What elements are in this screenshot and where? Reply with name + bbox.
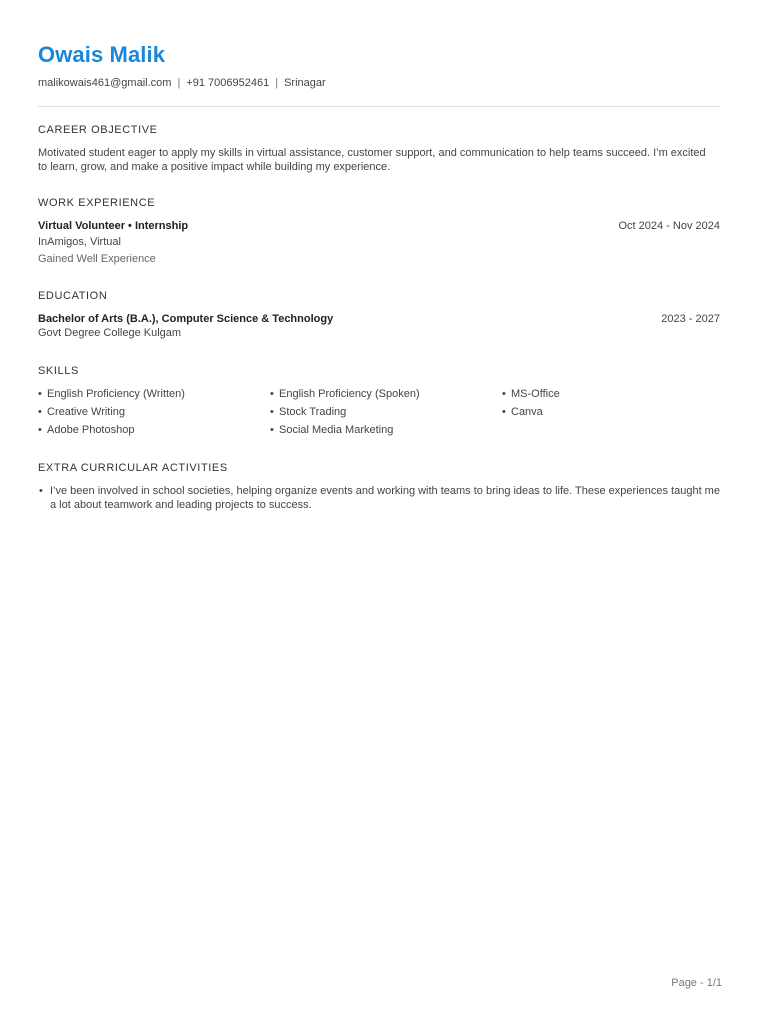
- extra-curricular-item: [38, 484, 724, 512]
- contact-separator: |: [275, 77, 279, 89]
- extra-curricular-text: I’ve been involved in school societies, helping organize events and working with teams to bring ideas to life. These experiences taught me a lot about teamwork and leading projects to success.: [50, 485, 720, 511]
- skill-item: • Creative Writing: [38, 406, 126, 418]
- header-divider: [38, 106, 720, 107]
- skill-item: • Stock Trading: [270, 406, 347, 418]
- candidate-name: Owais Malik: [38, 42, 166, 67]
- location-text: Srinagar: [284, 77, 326, 89]
- education-school: Govt Degree College Kulgam: [38, 327, 182, 339]
- bullet-glyph: •: [39, 485, 43, 497]
- work-role: Virtual Volunteer • Internship: [38, 220, 189, 232]
- contact-line: [38, 77, 326, 89]
- skill-item: • MS-Office: [502, 388, 560, 400]
- section-title-skills: SKILLS: [38, 365, 79, 377]
- email-text: malikowais461@gmail.com: [38, 77, 172, 89]
- work-dates: Oct 2024 - Nov 2024: [618, 220, 720, 232]
- section-title-education: EDUCATION: [38, 290, 108, 302]
- section-title-extra-curricular: EXTRA CURRICULAR ACTIVITIES: [38, 462, 228, 474]
- work-company: InAmigos, Virtual: [38, 236, 121, 248]
- education-degree: Bachelor of Arts (B.A.), Computer Science & Technology: [38, 313, 334, 325]
- education-item-header: [38, 313, 720, 327]
- skill-item: • Canva: [502, 406, 543, 418]
- skill-item: • Adobe Photoshop: [38, 424, 135, 436]
- section-title-career-objective: CAREER OBJECTIVE: [38, 124, 158, 136]
- work-description: Gained Well Experience: [38, 253, 156, 265]
- career-objective-text: Motivated student eager to apply my skills in virtual assistance, customer support, and communication to help teams succeed. I’m excited to learn, grow, and make a positive impact while building my experience.: [38, 147, 706, 173]
- contact-separator: |: [177, 77, 181, 89]
- skill-item: • English Proficiency (Written): [38, 388, 185, 400]
- skill-item: • English Proficiency (Spoken): [270, 388, 420, 400]
- education-dates: 2023 - 2027: [661, 313, 720, 325]
- section-title-work-experience: WORK EXPERIENCE: [38, 197, 156, 209]
- phone-text: +91 7006952461: [186, 77, 270, 89]
- page-number: Page - 1/1: [671, 977, 722, 989]
- skill-item: • Social Media Marketing: [270, 424, 394, 436]
- work-item-header: [38, 220, 720, 234]
- resume-page: [38, 0, 722, 1024]
